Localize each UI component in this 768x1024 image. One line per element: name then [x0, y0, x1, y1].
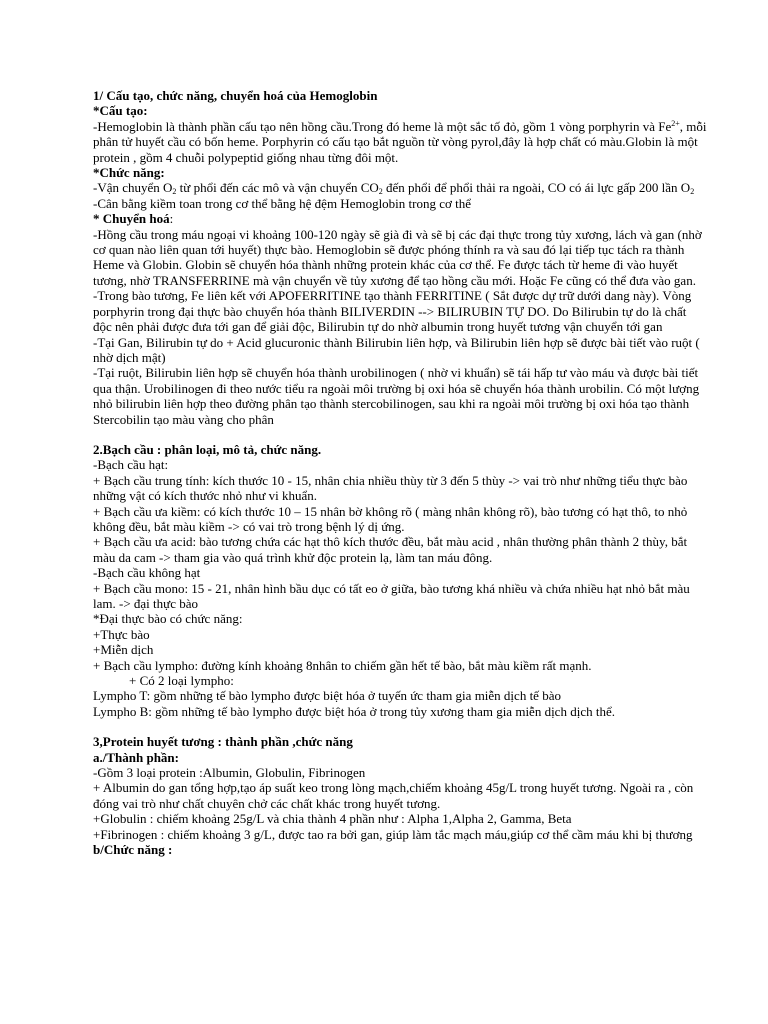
- globulin-item: +Globulin : chiếm khoảng 25g/L và chia thành 4 phần như : Alpha 1,Alpha 2, Gamma, Beta: [93, 811, 572, 827]
- section-3-title: 3,Protein huyết tương : thành phần ,chức năng: [93, 734, 353, 750]
- monocyte-item: + Bạch cầu mono: 15 - 21, nhân hình bầu dục có tất eo ở giữa, bào tương khá nhiều và chứa nhiều hạt nhỏ bắt màu lam. -> đại thực bào: [93, 580, 690, 611]
- neutrophil-item: + Bạch cầu trung tính: kích thước 10 - 15, nhân chia nhiều thùy từ 3 đến 5 thùy -> vai trò như những tiểu thực bào những vật có kích thước nhỏ như vi khuẩn.: [93, 472, 688, 504]
- chuc-nang-paragraph-1: -Vận chuyển $O_2$ từ phổi đến các mô và vận chuyển $CO_2$ đến phổi để phổi thải ra ngoài, CO có ái lực gấp 200 lần $O_2$: [93, 180, 695, 197]
- lymphocyte-types-item: + Có 2 loại lympho:: [129, 673, 234, 689]
- fibrinogen-item: +Fibrinogen : chiếm khoảng 3 g/L, được tao ra bởi gan, giúp làm tắc mạch máu,giúp cơ thể cầm máu khi bị thương: [93, 826, 693, 842]
- lymphocyte-item: + Bạch cầu lympho: đường kính khoảng 8nhân to chiếm gần hết tế bào, bắt màu kiềm rất mạnh.: [93, 657, 592, 673]
- section-spacer: [93, 719, 708, 734]
- phagocytosis-item: +Thực bào: [93, 626, 150, 642]
- lympho-t-item: Lympho T: gồm những tế bào lympho được biệt hóa ở tuyến ức tham gia miễn dịch tế bào: [93, 688, 561, 704]
- agranulocyte-heading: -Bạch cầu không hạt: [93, 565, 201, 581]
- albumin-item: + Albumin do gan tổng hợp,tạo áp suất keo trong lòng mạch,chiếm khoảng 45g/L trong huyết tương. Ngoài ra , còn đóng vai trò như chất chuyên chở các chất khác trong huyết tương.: [93, 780, 694, 811]
- section-2-title: 2.Bạch cầu : phân loại, mô tả, chức năng.: [93, 441, 322, 457]
- chuyen-hoa-paragraph-4: -Tại ruột, Bilirubin liên hợp sẽ chuyển hóa thành urobilinogen ( nhờ vi khuẩn) sẽ tái hấp tư vào máu và được bài tiết qua thận. Urobilinogen đi theo nước tiểu ra ngoài môi trường bị oxi hóa sẽ chuyển hóa thành urobilin. Có một lượng nhỏ bilirubin liên hợp theo đường phân tạo thành stercobilinogen, sau khi ra ngoài môi trường bị oxi hóa tạo thành Stercobilin tạo màu vàng cho phân: [93, 365, 700, 427]
- section-spacer: [93, 427, 708, 442]
- eosinophil-item: + Bạch cầu ưa acid: bào tương chứa các hạt thô kích thước đều, bắt màu acid , nhân thường phân thành 2 thùy, bắt màu da cam -> tham gia vào quá trình khử độc protein lạ, làm tan máu đông.: [93, 534, 688, 565]
- chuc-nang-heading: *Chức năng:: [93, 165, 165, 181]
- protein-types-item: -Gồm 3 loại protein :Albumin, Globulin, Fibrinogen: [93, 765, 366, 781]
- lympho-b-item: Lympho B: gồm những tế bào lympho được biệt hóa ở trong tủy xương tham gia miễn dịch dịch thể.: [93, 703, 615, 719]
- chuyen-hoa-paragraph-2: -Trong bào tương, Fe liên kết với APOFERRITINE tạo thành FERRITINE ( Sắt được dự trữ dưới dang này). Vòng porphyrin trong đại thực bào chuyển hóa thành BILIVERDIN --> BILIRUBIN TỰ DO. Do Bilirubin tự do là chất độc nên phải được đưa tới gan để giải độc, Bilirubin tự do nhờ albumin trong huyết tương vận chuyển tới gan: [93, 288, 692, 335]
- thanh-phan-heading: a./Thành phần:: [93, 749, 179, 765]
- chuyen-hoa-heading: * Chuyển hoá:: [93, 211, 174, 227]
- cau-tao-heading: *Cấu tạo:: [93, 103, 148, 119]
- chuc-nang-paragraph-2: -Cân bằng kiềm toan trong cơ thể bằng hệ đệm Hemoglobin trong cơ thể: [93, 195, 472, 211]
- macrophage-function-heading: *Đại thực bào có chức năng:: [93, 611, 243, 627]
- section-1-title: 1/ Cấu tạo, chức năng, chuyển hoá của Hemoglobin: [93, 88, 378, 103]
- immunity-item: +Miễn dịch: [93, 642, 154, 658]
- chuyen-hoa-paragraph-1: -Hồng cầu trong máu ngoại vi khoảng 100-120 ngày sẽ già đi và sẽ bị các đại thực trong tủy xương, lách và gan (nhờ cơ quan nào liên quan tới huyết) thực bào. Hemoglobin sẽ được phóng thính ra và sau đó lại tiếp tục tách ra thành Heme và Globin. Globin sẽ chuyển hóa thành những protein khác của cơ thể. Fe được tách từ heme đi vào huyết tương, nhờ TRANSFERRINE mà vận chuyển về tủy xương để tạo hồng cầu mới. Hoặc Fe cũng có thể đưa vào gan.: [93, 226, 702, 288]
- granulocyte-heading: -Bạch cầu hạt:: [93, 457, 169, 473]
- basophil-item: + Bạch cầu ưa kiềm: có kích thước 10 – 15 nhân bờ không rõ ( màng nhân không rõ), bào tương có hạt thô, to nhỏ không đều, bắt màu kiềm -> có vai trò trong bệnh lý dị ứng.: [93, 503, 688, 534]
- cau-tao-paragraph: -Hemoglobin là thành phần cấu tạo nên hồng cầu.Trong đó heme là một sắc tố đỏ, gồm 1 vòng porphyrin và $Fe^{2+}$, mỗi phân tử huyết cầu có bốn heme. Porphyrin có cấu tạo bắt nguồn từ vòng pyrol,đây là hợp chất có màu.Globin là một protein , gồm 4 chuỗi polypeptid giống nhau từng đôi một.: [93, 118, 707, 165]
- chuyen-hoa-paragraph-3: -Tại Gan, Bilirubin tự do + Acid glucuronic thành Bilirubin liên hợp, và Bilirubin liên hợp sẽ được bài tiết vào ruột ( nhờ dịch mật): [93, 334, 700, 365]
- chuc-nang-b-heading: b/Chức năng :: [93, 842, 173, 858]
